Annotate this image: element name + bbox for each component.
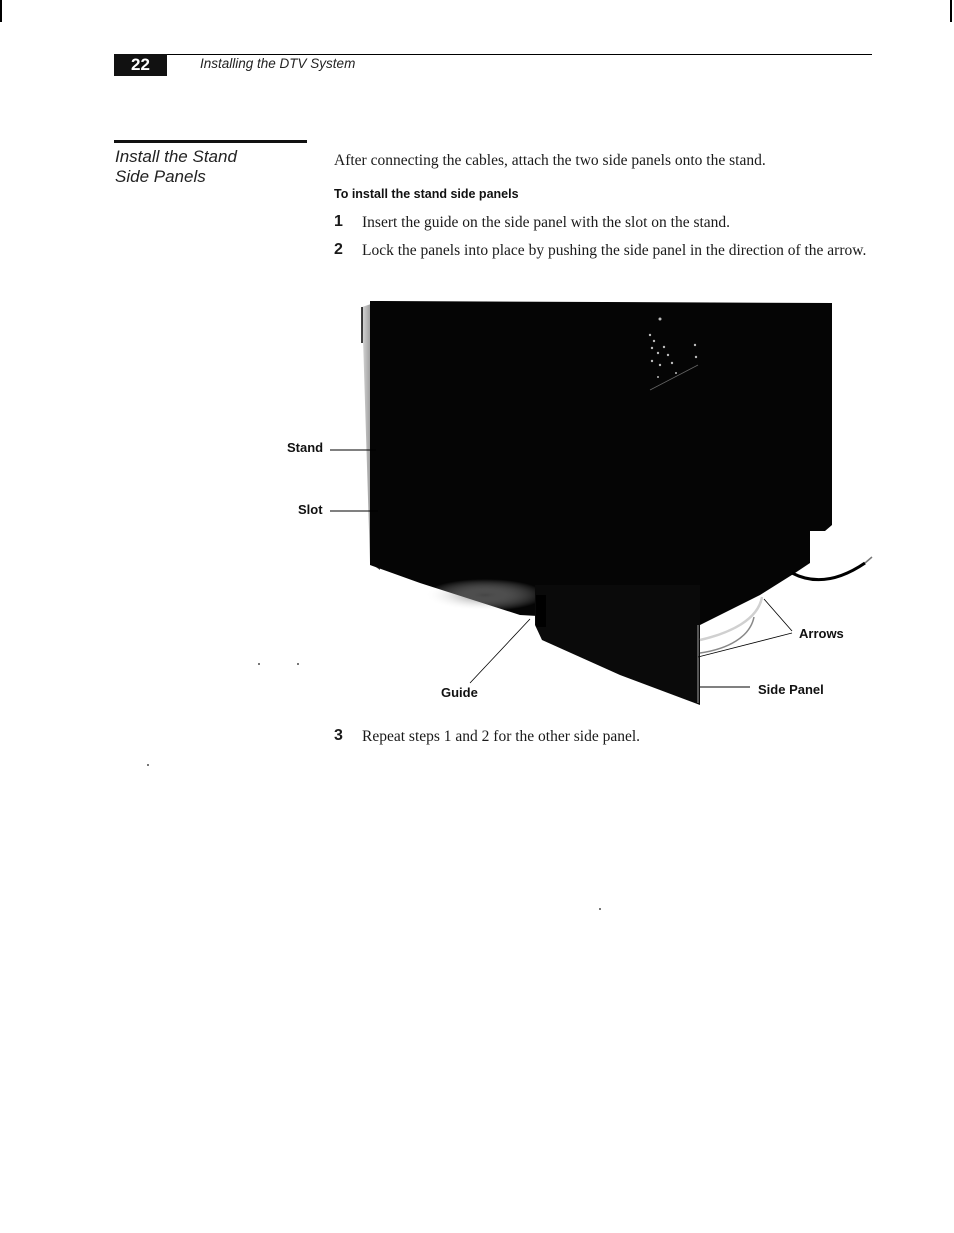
callout-arrows: Arrows [799, 626, 844, 641]
floor-shadow [425, 579, 545, 611]
step-number: 1 [334, 213, 343, 230]
step-number: 3 [334, 727, 343, 744]
running-head: Installing the DTV System [200, 56, 356, 71]
section-title-line1: Install the Stand [115, 147, 237, 166]
section-title-line2: Side Panels [115, 167, 206, 186]
callout-slot: Slot [298, 502, 323, 517]
header-rule [114, 54, 872, 55]
stand-illustration [280, 295, 880, 715]
guide-tab [536, 595, 546, 627]
scan-speck [258, 663, 260, 665]
stand-side-panel-figure [280, 295, 880, 715]
section-rule [114, 140, 307, 143]
callout-side-panel: Side Panel [758, 682, 824, 697]
step-text: Insert the guide on the side panel with the slot on the stand. [362, 214, 731, 231]
scan-speck [147, 764, 149, 766]
callout-stand: Stand [287, 440, 324, 455]
stand-body [370, 301, 832, 625]
scan-speck [297, 663, 299, 665]
procedure-heading: To install the stand side panels [334, 187, 519, 201]
scan-edge-mark-right [950, 0, 952, 22]
step-text: Lock the panels into place by pushing the side panel in the direction of the arrow. [362, 242, 867, 259]
step-1 [334, 214, 874, 232]
step-number: 2 [334, 241, 343, 258]
intro-paragraph: After connecting the cables, attach the two side panels onto the stand. [334, 152, 766, 169]
step-3 [334, 728, 874, 746]
scan-edge-mark-left [0, 0, 2, 22]
step-2 [334, 242, 874, 260]
scan-speck [599, 908, 601, 910]
page-number: 22 [114, 54, 167, 76]
leader-guide [470, 619, 530, 683]
side-panel [535, 585, 700, 705]
leader-arrows-1 [764, 599, 792, 631]
section-title [115, 147, 305, 187]
step-text: Repeat steps 1 and 2 for the other side panel. [362, 728, 641, 745]
callout-guide: Guide [441, 685, 478, 700]
